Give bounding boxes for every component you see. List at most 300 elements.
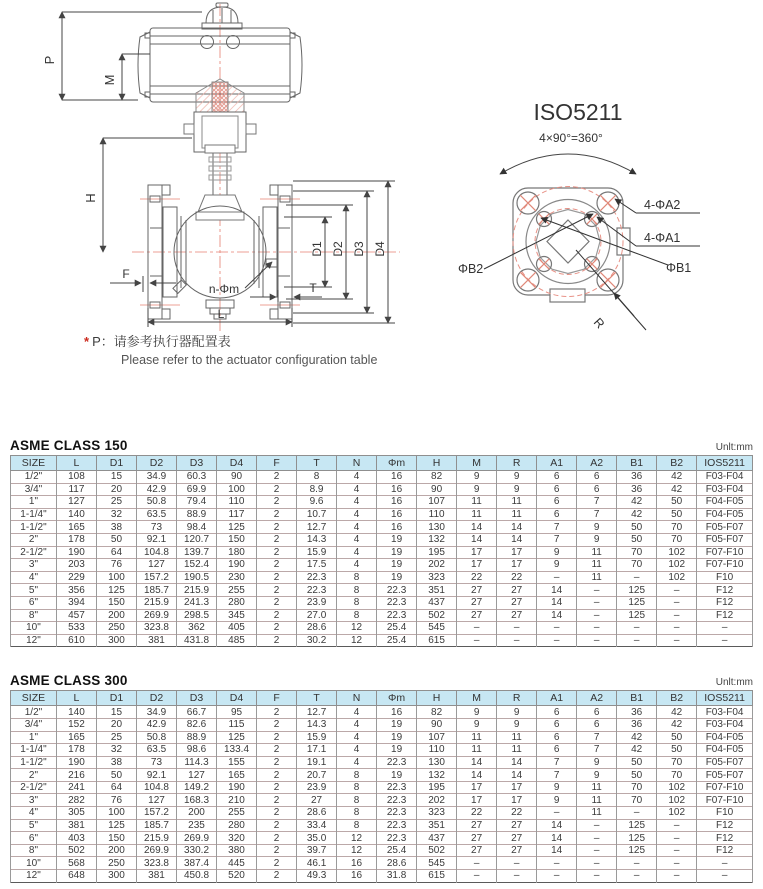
table-cell: – bbox=[537, 870, 577, 883]
table-cell: 241 bbox=[56, 781, 96, 794]
column-header: H bbox=[417, 691, 457, 706]
table-cell: 28.6 bbox=[377, 857, 417, 870]
table-cell: 8 bbox=[337, 571, 377, 584]
table-cell: 100 bbox=[96, 571, 136, 584]
table-cell: 98.6 bbox=[177, 744, 217, 757]
table-cell: 76 bbox=[96, 794, 136, 807]
table-cell: 12 bbox=[337, 844, 377, 857]
table-cell: 27 bbox=[457, 819, 497, 832]
table-cell: 19 bbox=[377, 744, 417, 757]
table-cell: – bbox=[617, 870, 657, 883]
table-cell: 115 bbox=[217, 718, 257, 731]
table-cell: 50 bbox=[617, 769, 657, 782]
table-cell: 70 bbox=[617, 794, 657, 807]
table-cell: 2 bbox=[257, 596, 297, 609]
table-cell: 345 bbox=[217, 609, 257, 622]
table-cell: 648 bbox=[56, 870, 96, 883]
table-cell: 11 bbox=[497, 496, 537, 509]
table-cell: 4 bbox=[337, 559, 377, 572]
table-cell: 11 bbox=[457, 496, 497, 509]
table-cell: 130 bbox=[417, 521, 457, 534]
table-cell: 38 bbox=[96, 521, 136, 534]
table-cell: 10" bbox=[11, 857, 57, 870]
column-header: M bbox=[457, 456, 497, 471]
column-header: A1 bbox=[537, 456, 577, 471]
table-cell: 300 bbox=[96, 870, 136, 883]
table-cell: 6 bbox=[537, 508, 577, 521]
table-row bbox=[11, 584, 753, 597]
table-cell: 4 bbox=[337, 496, 377, 509]
table-cell: 178 bbox=[56, 533, 96, 546]
table-cell: 6" bbox=[11, 832, 57, 845]
table-cell: 70 bbox=[617, 546, 657, 559]
table-cell: 6" bbox=[11, 596, 57, 609]
table-cell: – bbox=[617, 634, 657, 647]
table-cell: 50 bbox=[657, 496, 697, 509]
table-cell: 235 bbox=[177, 819, 217, 832]
dimension-lines bbox=[62, 12, 395, 327]
table-cell: 27 bbox=[497, 819, 537, 832]
table-cell: 14 bbox=[457, 533, 497, 546]
asme-class-150-table bbox=[10, 455, 753, 647]
column-header: T bbox=[297, 456, 337, 471]
table-cell: 157.2 bbox=[136, 807, 176, 820]
table-cell: 82 bbox=[417, 706, 457, 719]
table-cell: 25.4 bbox=[377, 634, 417, 647]
column-header: B1 bbox=[617, 456, 657, 471]
table-cell: 28.6 bbox=[297, 807, 337, 820]
table-cell: 9 bbox=[537, 559, 577, 572]
table-cell: 22 bbox=[497, 807, 537, 820]
table-cell: 282 bbox=[56, 794, 96, 807]
table-cell: – bbox=[537, 634, 577, 647]
table-cell: 330.2 bbox=[177, 844, 217, 857]
table-cell: 17 bbox=[457, 559, 497, 572]
table-cell: 4 bbox=[337, 546, 377, 559]
table-cell: F10 bbox=[697, 571, 753, 584]
table-cell: 2 bbox=[257, 844, 297, 857]
table-cell: 12 bbox=[337, 832, 377, 845]
table-cell: – bbox=[577, 832, 617, 845]
table-cell: 2 bbox=[257, 609, 297, 622]
table-cell: 155 bbox=[217, 756, 257, 769]
table-cell: 152.4 bbox=[177, 559, 217, 572]
table-cell: 46.1 bbox=[297, 857, 337, 870]
unit-label: Unlt:mm bbox=[715, 442, 753, 453]
table-cell: 356 bbox=[56, 584, 96, 597]
table-cell: 11 bbox=[577, 781, 617, 794]
vent-stub bbox=[173, 280, 186, 293]
table-cell: 27 bbox=[457, 832, 497, 845]
table-cell: 117 bbox=[217, 508, 257, 521]
column-header: D2 bbox=[136, 456, 176, 471]
table-row bbox=[11, 559, 753, 572]
table-cell: 12 bbox=[337, 634, 377, 647]
table-row bbox=[11, 533, 753, 546]
column-header: N bbox=[337, 691, 377, 706]
table-cell: – bbox=[657, 584, 697, 597]
table-cell: 9 bbox=[457, 706, 497, 719]
table-cell: 27 bbox=[457, 584, 497, 597]
table-cell: – bbox=[657, 857, 697, 870]
table-cell: 14 bbox=[497, 533, 537, 546]
table-cell: 8 bbox=[337, 769, 377, 782]
table-cell: 165 bbox=[56, 731, 96, 744]
table-cell: 6 bbox=[537, 731, 577, 744]
table-cell: 50 bbox=[657, 731, 697, 744]
column-header: SIZE bbox=[11, 456, 57, 471]
table-cell: 2 bbox=[257, 546, 297, 559]
table-cell: 502 bbox=[56, 844, 96, 857]
table-cell: 178 bbox=[56, 744, 96, 757]
column-header: H bbox=[417, 456, 457, 471]
table-cell: 12.7 bbox=[297, 521, 337, 534]
table-cell: 50 bbox=[617, 756, 657, 769]
table-cell: 150 bbox=[96, 832, 136, 845]
table-cell: – bbox=[617, 622, 657, 635]
table-row bbox=[11, 857, 753, 870]
table-title-150: ASME CLASS 150 bbox=[10, 438, 128, 453]
table-cell: 14 bbox=[457, 756, 497, 769]
table-cell: 11 bbox=[497, 508, 537, 521]
dim-label-d3: D3 bbox=[352, 241, 366, 257]
table-cell: 22.3 bbox=[377, 832, 417, 845]
table-cell: 200 bbox=[177, 807, 217, 820]
table-cell: 17 bbox=[457, 781, 497, 794]
table-cell: 125 bbox=[217, 521, 257, 534]
table-cell: 33.4 bbox=[297, 819, 337, 832]
table-cell: 22.3 bbox=[377, 596, 417, 609]
table-cell: 545 bbox=[417, 622, 457, 635]
table-row bbox=[11, 483, 753, 496]
table-cell: – bbox=[657, 609, 697, 622]
table-cell: – bbox=[577, 819, 617, 832]
table-cell: 8" bbox=[11, 844, 57, 857]
table-cell: 17 bbox=[497, 794, 537, 807]
note-p-label: P： bbox=[92, 334, 114, 349]
table-cell: 323.8 bbox=[136, 622, 176, 635]
table-cell: 17 bbox=[497, 781, 537, 794]
table-cell: F04-F05 bbox=[697, 731, 753, 744]
table-cell: F04-F05 bbox=[697, 508, 753, 521]
table-cell: – bbox=[537, 622, 577, 635]
table-cell: 63.5 bbox=[136, 744, 176, 757]
table-cell: 7 bbox=[537, 533, 577, 546]
table-cell: 125 bbox=[617, 584, 657, 597]
label-4-phi-a1: 4-ΦA1 bbox=[644, 231, 681, 245]
table-cell: 280 bbox=[217, 819, 257, 832]
table-cell: 36 bbox=[617, 706, 657, 719]
table-row bbox=[11, 609, 753, 622]
table-cell: 104.8 bbox=[136, 546, 176, 559]
table-cell: 102 bbox=[657, 807, 697, 820]
table-cell: 7 bbox=[577, 508, 617, 521]
table-cell: 11 bbox=[457, 731, 497, 744]
column-header: A2 bbox=[577, 691, 617, 706]
table-cell: 11 bbox=[497, 744, 537, 757]
table-cell: 200 bbox=[96, 609, 136, 622]
column-header: L bbox=[56, 691, 96, 706]
table-cell: – bbox=[697, 622, 753, 635]
table-cell: 4 bbox=[337, 744, 377, 757]
table-cell: 100 bbox=[217, 483, 257, 496]
dim-label-t: T bbox=[309, 281, 317, 295]
table-cell: 42 bbox=[617, 508, 657, 521]
table-cell: 190 bbox=[56, 546, 96, 559]
header-row bbox=[11, 456, 753, 471]
table-cell: 8 bbox=[337, 596, 377, 609]
table-row bbox=[11, 819, 753, 832]
table-cell: 102 bbox=[657, 781, 697, 794]
table-cell: 4 bbox=[337, 718, 377, 731]
table-cell: 12.7 bbox=[297, 706, 337, 719]
table-cell: 9 bbox=[577, 756, 617, 769]
table-cell: 403 bbox=[56, 832, 96, 845]
column-header: R bbox=[497, 456, 537, 471]
column-header: Φm bbox=[377, 456, 417, 471]
table-cell: 323.8 bbox=[136, 857, 176, 870]
column-header: D3 bbox=[177, 691, 217, 706]
table-cell: 4 bbox=[337, 533, 377, 546]
table-cell: 50 bbox=[657, 508, 697, 521]
dim-label-f: F bbox=[122, 267, 130, 281]
table-row bbox=[11, 571, 753, 584]
table-cell: 1-1/2" bbox=[11, 521, 57, 534]
table-cell: 8 bbox=[337, 609, 377, 622]
table-cell: F07-F10 bbox=[697, 546, 753, 559]
table-cell: 10" bbox=[11, 622, 57, 635]
table-cell: 90 bbox=[217, 471, 257, 484]
column-header: D1 bbox=[96, 456, 136, 471]
table-row bbox=[11, 718, 753, 731]
table-cell: – bbox=[457, 870, 497, 883]
table-cell: 27 bbox=[497, 584, 537, 597]
table-cell: 2 bbox=[257, 496, 297, 509]
column-header: D4 bbox=[217, 691, 257, 706]
air-port-icon bbox=[201, 36, 214, 49]
table-cell: 305 bbox=[56, 807, 96, 820]
table-cell: 82 bbox=[417, 471, 457, 484]
table-cell: 22.3 bbox=[377, 756, 417, 769]
table-cell: – bbox=[577, 634, 617, 647]
table-cell: 125 bbox=[96, 819, 136, 832]
actuator-note bbox=[84, 331, 377, 367]
table-cell: 19.1 bbox=[297, 756, 337, 769]
iso5211-angle-note: 4×90°=360° bbox=[539, 131, 603, 145]
table-cell: 615 bbox=[417, 634, 457, 647]
table-cell: 431.8 bbox=[177, 634, 217, 647]
table-cell: 2-1/2" bbox=[11, 781, 57, 794]
table-cell: 20 bbox=[96, 483, 136, 496]
table-cell: 14 bbox=[457, 521, 497, 534]
table-cell: 49.3 bbox=[297, 870, 337, 883]
table-row bbox=[11, 844, 753, 857]
table-cell: – bbox=[617, 857, 657, 870]
column-header: D1 bbox=[96, 691, 136, 706]
table-cell: 17.1 bbox=[297, 744, 337, 757]
table-cell: 2 bbox=[257, 483, 297, 496]
table-cell: 22 bbox=[457, 571, 497, 584]
column-header: T bbox=[297, 691, 337, 706]
table-cell: F05-F07 bbox=[697, 769, 753, 782]
table-cell: 8 bbox=[337, 794, 377, 807]
table-cell: 2 bbox=[257, 731, 297, 744]
table-cell: 14 bbox=[497, 521, 537, 534]
table-cell: 9 bbox=[497, 471, 537, 484]
table-cell: 230 bbox=[217, 571, 257, 584]
table-cell: 35.0 bbox=[297, 832, 337, 845]
table-cell: 25.4 bbox=[377, 844, 417, 857]
table-cell: 381 bbox=[136, 870, 176, 883]
table-cell: F07-F10 bbox=[697, 781, 753, 794]
table-cell: 125 bbox=[96, 584, 136, 597]
table-cell: 6 bbox=[537, 496, 577, 509]
table-cell: 66.7 bbox=[177, 706, 217, 719]
asme-class-300-section bbox=[10, 673, 753, 882]
column-header: D3 bbox=[177, 456, 217, 471]
table-cell: 25.4 bbox=[377, 622, 417, 635]
table-cell: 7 bbox=[577, 496, 617, 509]
table-cell: 9 bbox=[497, 483, 537, 496]
table-cell: 2 bbox=[257, 807, 297, 820]
table-cell: 4" bbox=[11, 571, 57, 584]
table-cell: 38 bbox=[96, 756, 136, 769]
table-cell: 1/2" bbox=[11, 471, 57, 484]
table-cell: 1-1/4" bbox=[11, 508, 57, 521]
table-cell: 300 bbox=[96, 634, 136, 647]
table-cell: 8 bbox=[297, 471, 337, 484]
table-cell: 215.9 bbox=[136, 832, 176, 845]
table-cell: 117 bbox=[56, 483, 96, 496]
table-cell: 2 bbox=[257, 769, 297, 782]
table-cell: 381 bbox=[136, 634, 176, 647]
table-cell: 27 bbox=[297, 794, 337, 807]
table-cell: 70 bbox=[657, 533, 697, 546]
table-cell: 27 bbox=[457, 609, 497, 622]
table-cell: 17.5 bbox=[297, 559, 337, 572]
table-cell: 23.9 bbox=[297, 596, 337, 609]
angle-arc bbox=[500, 154, 636, 174]
table-cell: – bbox=[577, 870, 617, 883]
table-cell: 165 bbox=[217, 769, 257, 782]
note-text-zh: 请参考执行器配置表 bbox=[113, 334, 231, 349]
table-cell: 445 bbox=[217, 857, 257, 870]
table-cell: 502 bbox=[417, 609, 457, 622]
table-cell: 8 bbox=[337, 807, 377, 820]
table-cell: 50 bbox=[617, 521, 657, 534]
table-row bbox=[11, 731, 753, 744]
column-header: IOS5211 bbox=[697, 456, 753, 471]
table-cell: 380 bbox=[217, 844, 257, 857]
table-cell: 104.8 bbox=[136, 781, 176, 794]
table-cell: 1" bbox=[11, 496, 57, 509]
table-cell: 190 bbox=[56, 756, 96, 769]
table-cell: 405 bbox=[217, 622, 257, 635]
table-cell: F05-F07 bbox=[697, 533, 753, 546]
table-cell: 82.6 bbox=[177, 718, 217, 731]
table-cell: 2 bbox=[257, 508, 297, 521]
table-cell: 168.3 bbox=[177, 794, 217, 807]
table-cell: 70 bbox=[657, 769, 697, 782]
table-cell: 25 bbox=[96, 496, 136, 509]
column-header: L bbox=[56, 456, 96, 471]
table-cell: 125 bbox=[617, 844, 657, 857]
table-cell: 76 bbox=[96, 559, 136, 572]
table-cell: 17 bbox=[497, 559, 537, 572]
table-cell: 185.7 bbox=[136, 584, 176, 597]
table-cell: 14 bbox=[537, 596, 577, 609]
table-cell: 485 bbox=[217, 634, 257, 647]
table-cell: – bbox=[697, 634, 753, 647]
table-cell: – bbox=[457, 857, 497, 870]
table-cell: 202 bbox=[417, 559, 457, 572]
column-header: B1 bbox=[617, 691, 657, 706]
table-cell: 110 bbox=[217, 496, 257, 509]
table-row bbox=[11, 832, 753, 845]
table-cell: – bbox=[657, 870, 697, 883]
label-r: R bbox=[590, 315, 608, 332]
table-cell: 150 bbox=[96, 596, 136, 609]
table-cell: 107 bbox=[417, 496, 457, 509]
table-cell: 190 bbox=[217, 781, 257, 794]
table-cell: 9 bbox=[497, 718, 537, 731]
table-cell: 50 bbox=[657, 744, 697, 757]
table-cell: 22.3 bbox=[377, 609, 417, 622]
table-cell: 79.4 bbox=[177, 496, 217, 509]
table-cell: 19 bbox=[377, 571, 417, 584]
table-cell: 64 bbox=[96, 546, 136, 559]
note-asterisk: * bbox=[84, 334, 90, 349]
table-cell: 241.3 bbox=[177, 596, 217, 609]
table-cell: 17 bbox=[457, 794, 497, 807]
table-cell: 9 bbox=[537, 794, 577, 807]
table-cell: 36 bbox=[617, 471, 657, 484]
table-cell: 255 bbox=[217, 807, 257, 820]
table-cell: 32 bbox=[96, 508, 136, 521]
table-cell: 90 bbox=[417, 718, 457, 731]
table-cell: 19 bbox=[377, 769, 417, 782]
table-cell: 110 bbox=[417, 744, 457, 757]
table-cell: 17 bbox=[497, 546, 537, 559]
column-header: N bbox=[337, 456, 377, 471]
table-cell: 2" bbox=[11, 769, 57, 782]
table-cell: 11 bbox=[577, 807, 617, 820]
table-cell: 127 bbox=[136, 794, 176, 807]
table-cell: 6 bbox=[537, 744, 577, 757]
table-cell: – bbox=[577, 609, 617, 622]
table-cell: 92.1 bbox=[136, 533, 176, 546]
table-row bbox=[11, 807, 753, 820]
table-cell: 27 bbox=[457, 596, 497, 609]
table-cell: 14 bbox=[537, 609, 577, 622]
table-row bbox=[11, 870, 753, 883]
table-cell: 533 bbox=[56, 622, 96, 635]
table-cell: 269.9 bbox=[136, 844, 176, 857]
table-cell: 27 bbox=[497, 596, 537, 609]
table-cell: 157.2 bbox=[136, 571, 176, 584]
table-cell: F10 bbox=[697, 807, 753, 820]
table-cell: 250 bbox=[96, 857, 136, 870]
table-cell: F12 bbox=[697, 584, 753, 597]
table-cell: 11 bbox=[577, 546, 617, 559]
note-line-zh bbox=[84, 331, 377, 350]
table-cell: 437 bbox=[417, 832, 457, 845]
table-cell: 22.3 bbox=[377, 819, 417, 832]
table-cell: 6 bbox=[537, 718, 577, 731]
table-cell: 8 bbox=[337, 819, 377, 832]
table-cell: 27 bbox=[497, 844, 537, 857]
table-cell: 6 bbox=[537, 483, 577, 496]
